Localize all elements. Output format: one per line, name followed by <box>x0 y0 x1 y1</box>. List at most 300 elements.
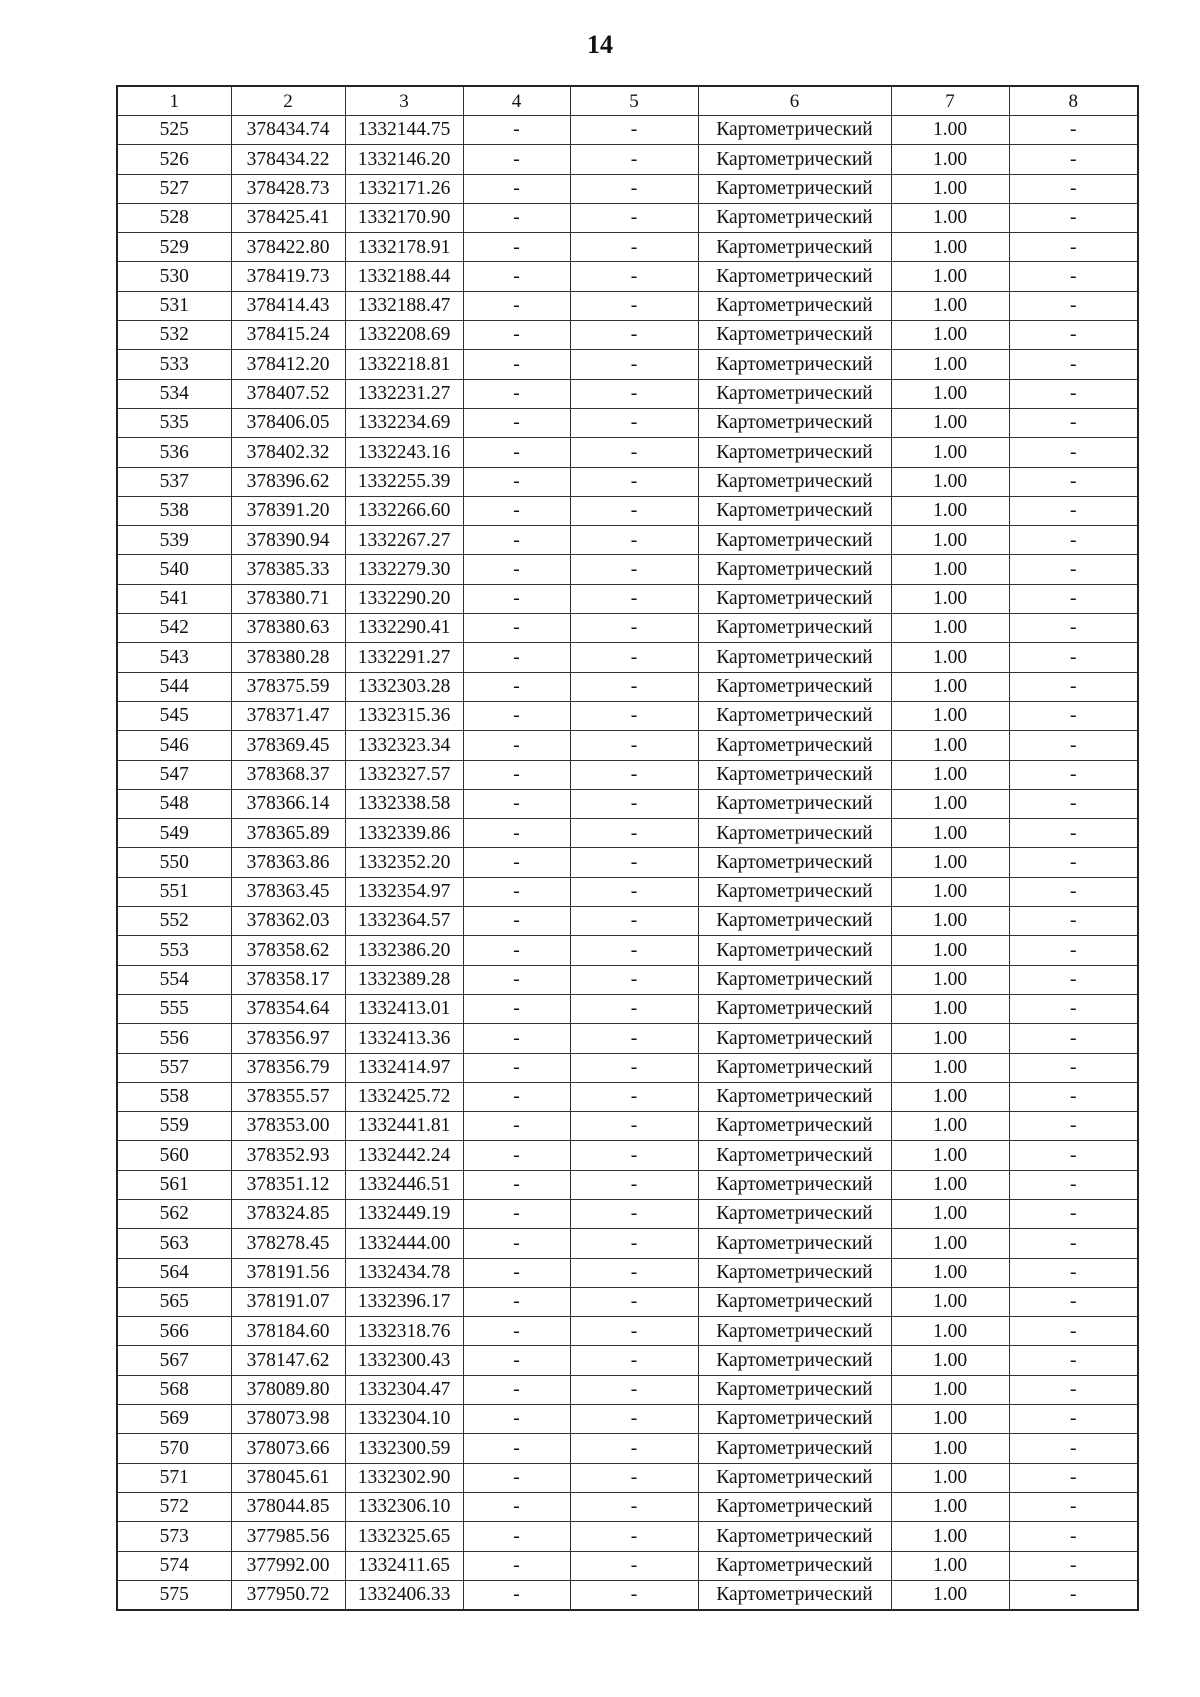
col5-cell: - <box>570 291 698 320</box>
table-row <box>117 1463 1138 1492</box>
point-number-cell: 526 <box>117 145 231 174</box>
method-cell: Картометрический <box>698 584 891 613</box>
col4-cell: - <box>463 1141 570 1170</box>
y-coordinate-cell: 1332389.28 <box>345 965 463 994</box>
x-coordinate-cell: 378358.17 <box>231 965 345 994</box>
table-row <box>117 496 1138 525</box>
table-row <box>117 555 1138 584</box>
table-row <box>117 116 1138 145</box>
table-row <box>117 1053 1138 1082</box>
method-cell: Картометрический <box>698 877 891 906</box>
point-number-cell: 548 <box>117 789 231 818</box>
col8-cell: - <box>1009 526 1138 555</box>
col8-cell: - <box>1009 496 1138 525</box>
col5-cell: - <box>570 321 698 350</box>
col5-cell: - <box>570 877 698 906</box>
method-cell: Картометрический <box>698 526 891 555</box>
x-coordinate-cell: 378353.00 <box>231 1112 345 1141</box>
accuracy-cell: 1.00 <box>891 672 1009 701</box>
col4-cell: - <box>463 1229 570 1258</box>
col4-cell: - <box>463 701 570 730</box>
accuracy-cell: 1.00 <box>891 965 1009 994</box>
y-coordinate-cell: 1332434.78 <box>345 1258 463 1287</box>
method-cell: Картометрический <box>698 643 891 672</box>
col4-cell: - <box>463 1287 570 1316</box>
table-row <box>117 526 1138 555</box>
table-row <box>117 789 1138 818</box>
table-row <box>117 701 1138 730</box>
table-row <box>117 1141 1138 1170</box>
y-coordinate-cell: 1332303.28 <box>345 672 463 701</box>
y-coordinate-cell: 1332188.44 <box>345 262 463 291</box>
accuracy-cell: 1.00 <box>891 116 1009 145</box>
y-coordinate-cell: 1332231.27 <box>345 379 463 408</box>
col5-cell: - <box>570 1492 698 1521</box>
col5-cell: - <box>570 819 698 848</box>
col8-cell: - <box>1009 262 1138 291</box>
table-row <box>117 1346 1138 1375</box>
y-coordinate-cell: 1332208.69 <box>345 321 463 350</box>
col4-cell: - <box>463 1053 570 1082</box>
col5-cell: - <box>570 1141 698 1170</box>
col4-cell: - <box>463 1024 570 1053</box>
x-coordinate-cell: 378324.85 <box>231 1199 345 1228</box>
col8-cell: - <box>1009 1112 1138 1141</box>
col8-cell: - <box>1009 760 1138 789</box>
y-coordinate-cell: 1332449.19 <box>345 1199 463 1228</box>
col8-cell: - <box>1009 907 1138 936</box>
accuracy-cell: 1.00 <box>891 1551 1009 1580</box>
method-cell: Картометрический <box>698 1053 891 1082</box>
x-coordinate-cell: 378362.03 <box>231 907 345 936</box>
method-cell: Картометрический <box>698 1258 891 1287</box>
col8-cell: - <box>1009 116 1138 145</box>
col4-cell: - <box>463 643 570 672</box>
x-coordinate-cell: 378380.71 <box>231 584 345 613</box>
x-coordinate-cell: 378045.61 <box>231 1463 345 1492</box>
y-coordinate-cell: 1332315.36 <box>345 701 463 730</box>
x-coordinate-cell: 378434.22 <box>231 145 345 174</box>
col8-cell: - <box>1009 1346 1138 1375</box>
method-cell: Картометрический <box>698 1346 891 1375</box>
col4-cell: - <box>463 614 570 643</box>
accuracy-cell: 1.00 <box>891 174 1009 203</box>
col5-cell: - <box>570 1258 698 1287</box>
table-row <box>117 760 1138 789</box>
y-coordinate-cell: 1332413.01 <box>345 994 463 1023</box>
method-cell: Картометрический <box>698 1199 891 1228</box>
col5-cell: - <box>570 203 698 232</box>
col5-cell: - <box>570 789 698 818</box>
col5-cell: - <box>570 350 698 379</box>
y-coordinate-cell: 1332444.00 <box>345 1229 463 1258</box>
col4-cell: - <box>463 1580 570 1610</box>
col4-cell: - <box>463 789 570 818</box>
accuracy-cell: 1.00 <box>891 526 1009 555</box>
accuracy-cell: 1.00 <box>891 555 1009 584</box>
x-coordinate-cell: 378380.63 <box>231 614 345 643</box>
point-number-cell: 546 <box>117 731 231 760</box>
col8-cell: - <box>1009 994 1138 1023</box>
table-row <box>117 1170 1138 1199</box>
method-cell: Картометрический <box>698 848 891 877</box>
col8-cell: - <box>1009 731 1138 760</box>
y-coordinate-cell: 1332327.57 <box>345 760 463 789</box>
col4-cell: - <box>463 1317 570 1346</box>
method-cell: Картометрический <box>698 1287 891 1316</box>
x-coordinate-cell: 378356.97 <box>231 1024 345 1053</box>
point-number-cell: 535 <box>117 408 231 437</box>
x-coordinate-cell: 378363.86 <box>231 848 345 877</box>
table-row <box>117 672 1138 701</box>
x-coordinate-cell: 378191.56 <box>231 1258 345 1287</box>
col5-cell: - <box>570 379 698 408</box>
col4-cell: - <box>463 555 570 584</box>
y-coordinate-cell: 1332325.65 <box>345 1522 463 1551</box>
method-cell: Картометрический <box>698 1082 891 1111</box>
method-cell: Картометрический <box>698 672 891 701</box>
col5-cell: - <box>570 438 698 467</box>
accuracy-cell: 1.00 <box>891 291 1009 320</box>
point-number-cell: 560 <box>117 1141 231 1170</box>
point-number-cell: 566 <box>117 1317 231 1346</box>
col8-cell: - <box>1009 1317 1138 1346</box>
y-coordinate-cell: 1332364.57 <box>345 907 463 936</box>
point-number-cell: 544 <box>117 672 231 701</box>
point-number-cell: 557 <box>117 1053 231 1082</box>
accuracy-cell: 1.00 <box>891 760 1009 789</box>
method-cell: Картометрический <box>698 994 891 1023</box>
col8-cell: - <box>1009 819 1138 848</box>
col4-cell: - <box>463 1375 570 1404</box>
accuracy-cell: 1.00 <box>891 1024 1009 1053</box>
y-coordinate-cell: 1332302.90 <box>345 1463 463 1492</box>
x-coordinate-cell: 377985.56 <box>231 1522 345 1551</box>
col5-cell: - <box>570 1375 698 1404</box>
table-row <box>117 731 1138 760</box>
col4-cell: - <box>463 936 570 965</box>
col8-cell: - <box>1009 672 1138 701</box>
point-number-cell: 525 <box>117 116 231 145</box>
y-coordinate-cell: 1332406.33 <box>345 1580 463 1610</box>
col5-cell: - <box>570 1346 698 1375</box>
col4-cell: - <box>463 321 570 350</box>
table-row <box>117 907 1138 936</box>
col4-cell: - <box>463 379 570 408</box>
accuracy-cell: 1.00 <box>891 1346 1009 1375</box>
table-row <box>117 145 1138 174</box>
point-number-cell: 536 <box>117 438 231 467</box>
col5-cell: - <box>570 1112 698 1141</box>
x-coordinate-cell: 378278.45 <box>231 1229 345 1258</box>
col5-cell: - <box>570 496 698 525</box>
x-coordinate-cell: 378396.62 <box>231 467 345 496</box>
point-number-cell: 537 <box>117 467 231 496</box>
x-coordinate-cell: 377950.72 <box>231 1580 345 1610</box>
column-header-2: 2 <box>231 86 345 116</box>
table-row <box>117 291 1138 320</box>
accuracy-cell: 1.00 <box>891 731 1009 760</box>
col8-cell: - <box>1009 438 1138 467</box>
col8-cell: - <box>1009 965 1138 994</box>
col8-cell: - <box>1009 1522 1138 1551</box>
method-cell: Картометрический <box>698 1170 891 1199</box>
col5-cell: - <box>570 467 698 496</box>
method-cell: Картометрический <box>698 1405 891 1434</box>
method-cell: Картометрический <box>698 467 891 496</box>
x-coordinate-cell: 378434.74 <box>231 116 345 145</box>
col4-cell: - <box>463 877 570 906</box>
col4-cell: - <box>463 731 570 760</box>
col5-cell: - <box>570 1229 698 1258</box>
method-cell: Картометрический <box>698 291 891 320</box>
y-coordinate-cell: 1332290.41 <box>345 614 463 643</box>
col5-cell: - <box>570 936 698 965</box>
col5-cell: - <box>570 408 698 437</box>
x-coordinate-cell: 378366.14 <box>231 789 345 818</box>
col5-cell: - <box>570 116 698 145</box>
y-coordinate-cell: 1332306.10 <box>345 1492 463 1521</box>
col8-cell: - <box>1009 584 1138 613</box>
accuracy-cell: 1.00 <box>891 262 1009 291</box>
col4-cell: - <box>463 262 570 291</box>
table-row <box>117 467 1138 496</box>
point-number-cell: 571 <box>117 1463 231 1492</box>
col4-cell: - <box>463 1258 570 1287</box>
col5-cell: - <box>570 614 698 643</box>
point-number-cell: 569 <box>117 1405 231 1434</box>
point-number-cell: 563 <box>117 1229 231 1258</box>
table-row <box>117 936 1138 965</box>
accuracy-cell: 1.00 <box>891 907 1009 936</box>
point-number-cell: 570 <box>117 1434 231 1463</box>
table-row <box>117 1375 1138 1404</box>
table-row <box>117 233 1138 262</box>
x-coordinate-cell: 378369.45 <box>231 731 345 760</box>
method-cell: Картометрический <box>698 174 891 203</box>
point-number-cell: 572 <box>117 1492 231 1521</box>
col4-cell: - <box>463 1082 570 1111</box>
table-row <box>117 1112 1138 1141</box>
x-coordinate-cell: 378191.07 <box>231 1287 345 1316</box>
x-coordinate-cell: 378415.24 <box>231 321 345 350</box>
x-coordinate-cell: 378184.60 <box>231 1317 345 1346</box>
point-number-cell: 562 <box>117 1199 231 1228</box>
method-cell: Картометрический <box>698 907 891 936</box>
y-coordinate-cell: 1332144.75 <box>345 116 463 145</box>
method-cell: Картометрический <box>698 496 891 525</box>
table-row <box>117 1551 1138 1580</box>
col8-cell: - <box>1009 1405 1138 1434</box>
method-cell: Картометрический <box>698 1141 891 1170</box>
col5-cell: - <box>570 1551 698 1580</box>
accuracy-cell: 1.00 <box>891 643 1009 672</box>
table-row <box>117 350 1138 379</box>
col5-cell: - <box>570 848 698 877</box>
accuracy-cell: 1.00 <box>891 1375 1009 1404</box>
y-coordinate-cell: 1332386.20 <box>345 936 463 965</box>
accuracy-cell: 1.00 <box>891 1580 1009 1610</box>
table-row <box>117 965 1138 994</box>
accuracy-cell: 1.00 <box>891 877 1009 906</box>
point-number-cell: 547 <box>117 760 231 789</box>
method-cell: Картометрический <box>698 1551 891 1580</box>
col4-cell: - <box>463 438 570 467</box>
y-coordinate-cell: 1332300.59 <box>345 1434 463 1463</box>
y-coordinate-cell: 1332352.20 <box>345 848 463 877</box>
col4-cell: - <box>463 1463 570 1492</box>
table-row <box>117 584 1138 613</box>
accuracy-cell: 1.00 <box>891 408 1009 437</box>
table-row <box>117 321 1138 350</box>
point-number-cell: 542 <box>117 614 231 643</box>
col8-cell: - <box>1009 614 1138 643</box>
accuracy-cell: 1.00 <box>891 1434 1009 1463</box>
col4-cell: - <box>463 291 570 320</box>
accuracy-cell: 1.00 <box>891 496 1009 525</box>
table-row <box>117 877 1138 906</box>
table-row <box>117 174 1138 203</box>
accuracy-cell: 1.00 <box>891 614 1009 643</box>
x-coordinate-cell: 378391.20 <box>231 496 345 525</box>
col4-cell: - <box>463 1112 570 1141</box>
y-coordinate-cell: 1332318.76 <box>345 1317 463 1346</box>
col8-cell: - <box>1009 145 1138 174</box>
table-row <box>117 994 1138 1023</box>
y-coordinate-cell: 1332338.58 <box>345 789 463 818</box>
x-coordinate-cell: 378425.41 <box>231 203 345 232</box>
table-row <box>117 408 1138 437</box>
col4-cell: - <box>463 233 570 262</box>
method-cell: Картометрический <box>698 350 891 379</box>
col4-cell: - <box>463 1405 570 1434</box>
x-coordinate-cell: 377992.00 <box>231 1551 345 1580</box>
coordinates-table-container <box>116 85 1139 1611</box>
accuracy-cell: 1.00 <box>891 701 1009 730</box>
table-row <box>117 1405 1138 1434</box>
col8-cell: - <box>1009 174 1138 203</box>
col5-cell: - <box>570 643 698 672</box>
point-number-cell: 551 <box>117 877 231 906</box>
col4-cell: - <box>463 584 570 613</box>
point-number-cell: 559 <box>117 1112 231 1141</box>
col8-cell: - <box>1009 203 1138 232</box>
point-number-cell: 574 <box>117 1551 231 1580</box>
y-coordinate-cell: 1332178.91 <box>345 233 463 262</box>
y-coordinate-cell: 1332300.43 <box>345 1346 463 1375</box>
accuracy-cell: 1.00 <box>891 1082 1009 1111</box>
col5-cell: - <box>570 701 698 730</box>
method-cell: Картометрический <box>698 1229 891 1258</box>
col5-cell: - <box>570 1522 698 1551</box>
x-coordinate-cell: 378371.47 <box>231 701 345 730</box>
coordinates-table <box>116 85 1139 1611</box>
table-row <box>117 1317 1138 1346</box>
column-header-5: 5 <box>570 86 698 116</box>
col5-cell: - <box>570 731 698 760</box>
point-number-cell: 529 <box>117 233 231 262</box>
col5-cell: - <box>570 1287 698 1316</box>
x-coordinate-cell: 378407.52 <box>231 379 345 408</box>
col5-cell: - <box>570 233 698 262</box>
col5-cell: - <box>570 1405 698 1434</box>
col8-cell: - <box>1009 467 1138 496</box>
col4-cell: - <box>463 1170 570 1199</box>
col8-cell: - <box>1009 555 1138 584</box>
point-number-cell: 532 <box>117 321 231 350</box>
col8-cell: - <box>1009 1463 1138 1492</box>
x-coordinate-cell: 378147.62 <box>231 1346 345 1375</box>
col5-cell: - <box>570 1053 698 1082</box>
accuracy-cell: 1.00 <box>891 994 1009 1023</box>
x-coordinate-cell: 378412.20 <box>231 350 345 379</box>
accuracy-cell: 1.00 <box>891 936 1009 965</box>
col4-cell: - <box>463 174 570 203</box>
x-coordinate-cell: 378402.32 <box>231 438 345 467</box>
y-coordinate-cell: 1332279.30 <box>345 555 463 584</box>
col5-cell: - <box>570 1170 698 1199</box>
accuracy-cell: 1.00 <box>891 233 1009 262</box>
y-coordinate-cell: 1332304.10 <box>345 1405 463 1434</box>
point-number-cell: 540 <box>117 555 231 584</box>
method-cell: Картометрический <box>698 408 891 437</box>
column-header-6: 6 <box>698 86 891 116</box>
method-cell: Картометрический <box>698 1580 891 1610</box>
point-number-cell: 555 <box>117 994 231 1023</box>
col5-cell: - <box>570 994 698 1023</box>
col4-cell: - <box>463 819 570 848</box>
point-number-cell: 567 <box>117 1346 231 1375</box>
accuracy-cell: 1.00 <box>891 1258 1009 1287</box>
point-number-cell: 549 <box>117 819 231 848</box>
method-cell: Картометрический <box>698 145 891 174</box>
col8-cell: - <box>1009 936 1138 965</box>
y-coordinate-cell: 1332442.24 <box>345 1141 463 1170</box>
accuracy-cell: 1.00 <box>891 848 1009 877</box>
point-number-cell: 552 <box>117 907 231 936</box>
col5-cell: - <box>570 555 698 584</box>
method-cell: Картометрический <box>698 379 891 408</box>
y-coordinate-cell: 1332413.36 <box>345 1024 463 1053</box>
y-coordinate-cell: 1332339.86 <box>345 819 463 848</box>
point-number-cell: 565 <box>117 1287 231 1316</box>
x-coordinate-cell: 378073.66 <box>231 1434 345 1463</box>
method-cell: Картометрический <box>698 1522 891 1551</box>
point-number-cell: 528 <box>117 203 231 232</box>
col8-cell: - <box>1009 1551 1138 1580</box>
col8-cell: - <box>1009 350 1138 379</box>
table-row <box>117 848 1138 877</box>
y-coordinate-cell: 1332243.16 <box>345 438 463 467</box>
column-header-4: 4 <box>463 86 570 116</box>
col4-cell: - <box>463 350 570 379</box>
point-number-cell: 553 <box>117 936 231 965</box>
col8-cell: - <box>1009 1434 1138 1463</box>
y-coordinate-cell: 1332234.69 <box>345 408 463 437</box>
col4-cell: - <box>463 526 570 555</box>
point-number-cell: 556 <box>117 1024 231 1053</box>
y-coordinate-cell: 1332411.65 <box>345 1551 463 1580</box>
table-row <box>117 614 1138 643</box>
col4-cell: - <box>463 1551 570 1580</box>
point-number-cell: 550 <box>117 848 231 877</box>
col4-cell: - <box>463 116 570 145</box>
col4-cell: - <box>463 672 570 701</box>
column-header-3: 3 <box>345 86 463 116</box>
col5-cell: - <box>570 145 698 174</box>
accuracy-cell: 1.00 <box>891 203 1009 232</box>
table-body <box>117 116 1138 1611</box>
